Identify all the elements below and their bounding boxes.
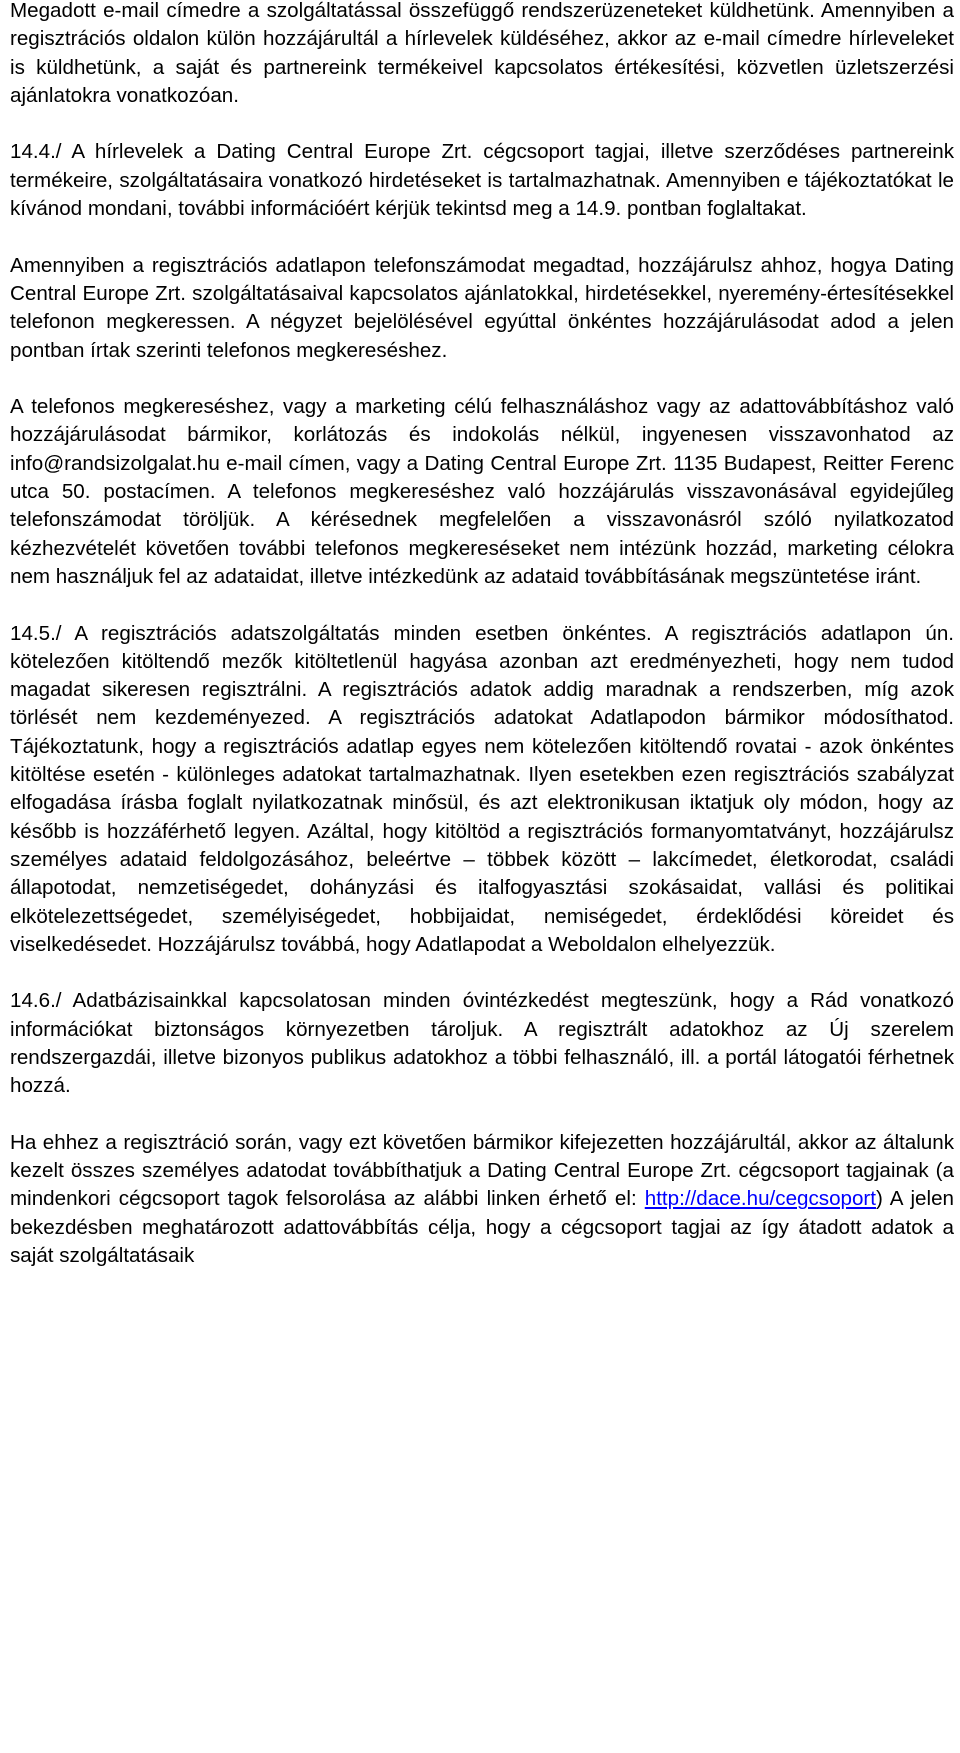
- cegcsoport-link[interactable]: http://dace.hu/cegcsoport: [644, 1187, 877, 1211]
- document-page: [10, 0, 954, 1270]
- paragraph-14-6-database-security: 14.6./ Adatbázisainkkal kapcsolatosan minden óvintézkedést megteszünk, hogy a Rád vonatkozó információkat biztonságos környezetben tároljuk. A regisztrált adatokhoz az Új szerelem rendszergazdái, illetve bizonyos publikus adatokhoz a többi felhasználó, ill. a portál látogatói férhetnek hozzá.: [10, 989, 954, 1098]
- data-transfer-text-after: ) A jelen bekezdésben meghatározott adattovábbítás célja, hogy a cégcsoport tagjai az így átadott adatok a saját szolgáltatásaik: [10, 1187, 954, 1268]
- paragraph-14-4-newsletters: 14.4./ A hírlevelek a Dating Central Europe Zrt. cégcsoport tagjai, illetve szerződéses partnereink termékeire, szolgáltatásaira vonatkozó hirdetéseket is tartalmazhatnak. Amennyiben e tájékoztatókat le kívánod mondani, további információért kérjük tekintsd meg a 14.9. pontban foglaltakat.: [10, 140, 954, 221]
- paragraph-14-5-registration-data: 14.5./ A regisztrációs adatszolgáltatás minden esetben önkéntes. A regisztrációs adatlapon ún. kötelezően kitöltendő mezők kitöltetlenül hagyása azonban azt eredményezheti, hogy nem tudod magadat sikeresen regisztrálni. A regisztrációs adatok addig maradnak a rendszerben, míg azok törlését nem kezdeményezed. A regisztrációs adatokat Adatlapodon bármikor módosíthatod. Tájékoztatunk, hogy a regisztrációs adatlap egyes nem kötelezően kitöltendő rovatai - azok önkéntes kitöltése esetén - különleges adatokat tartalmazhatnak. Ilyen esetekben ezen regisztrációs szabályzat elfogadása írásba foglalt nyilatkozatnak minősül, és azt elektronikusan iktatjuk oly módon, hogy az később is hozzáférhető legyen. Azáltal, hogy kitöltöd a regisztrációs formanyomtatványt, hozzájárulsz személyes adataid feldolgozásához, beleértve – többek között – lakcímedet, életkorodat, családi állapotodat, nemzetiségedet, dohányzási és italfogyasztási szokásaidat, vallási és politikai elkötelezettségedet, személyiségedet, hobbijaidat, nemiségedet, érdeklődési köreidet és viselkedésedet. Hozzájárulsz továbbá, hogy Adatlapodat a Weboldalon elhelyezzük.: [10, 621, 954, 956]
- paragraph-data-transfer: [10, 1129, 954, 1270]
- paragraph-phone-consent: Amennyiben a regisztrációs adatlapon telefonszámodat megadtad, hozzájárulsz ahhoz, hogya Dating Central Europe Zrt. szolgáltatásaival kapcsolatos ajánlatokkal, hirdetésekkel, nyeremény-értesítésekkel telefonon megkeressen. A négyzet bejelölésével egyúttal önkéntes hozzájárulásodat adod a jelen pontban írtak szerinti telefonos megkereséshez.: [10, 253, 954, 362]
- data-transfer-text-before: Ha ehhez a regisztráció során, vagy ezt követően bármikor kifejezetten hozzájárultál, akkor az általunk kezelt összes személyes adatodat továbbíthatjuk a Dating Central Europe Zrt. cégcsoport tagjainak (a mindenkori cégcsoport tagok felsorolása az alábbi linken érhető el:: [10, 1130, 954, 1211]
- paragraph-system-messages: Megadott e-mail címedre a szolgáltatással összefüggő rendszerüzeneteket küldhetünk. Amennyiben a regisztrációs oldalon külön hozzájárultál a hírlevelek küldéséhez, akkor az e-mail címedre hírleveleket is küldhetünk, a saját és partnereink termékeivel kapcsolatos értékesítési, közvetlen üzletszerzési ajánlatokra vonatkozóan.: [10, 0, 954, 107]
- paragraph-consent-withdrawal: A telefonos megkereséshez, vagy a marketing célú felhasználáshoz vagy az adattovábbításhoz való hozzájárulásodat bármikor, korlátozás és indokolás nélkül, ingyenesen visszavonhatod az info@randsizolgalat.hu e-mail címen, vagy a Dating Central Europe Zrt. 1135 Budapest, Reitter Ferenc utca 50. postacímen. A telefonos megkereséshez való hozzájárulás visszavonásával egyidejűleg telefonszámodat töröljük. A kérésednek megfelelően a visszavonásról szóló nyilatkozatod kézhezvételét követően további telefonos megkereséseket nem intézünk hozzád, marketing célokra nem használjuk fel az adataidat, illetve intézkedünk az adataid továbbításának megszüntetése iránt.: [10, 395, 954, 588]
